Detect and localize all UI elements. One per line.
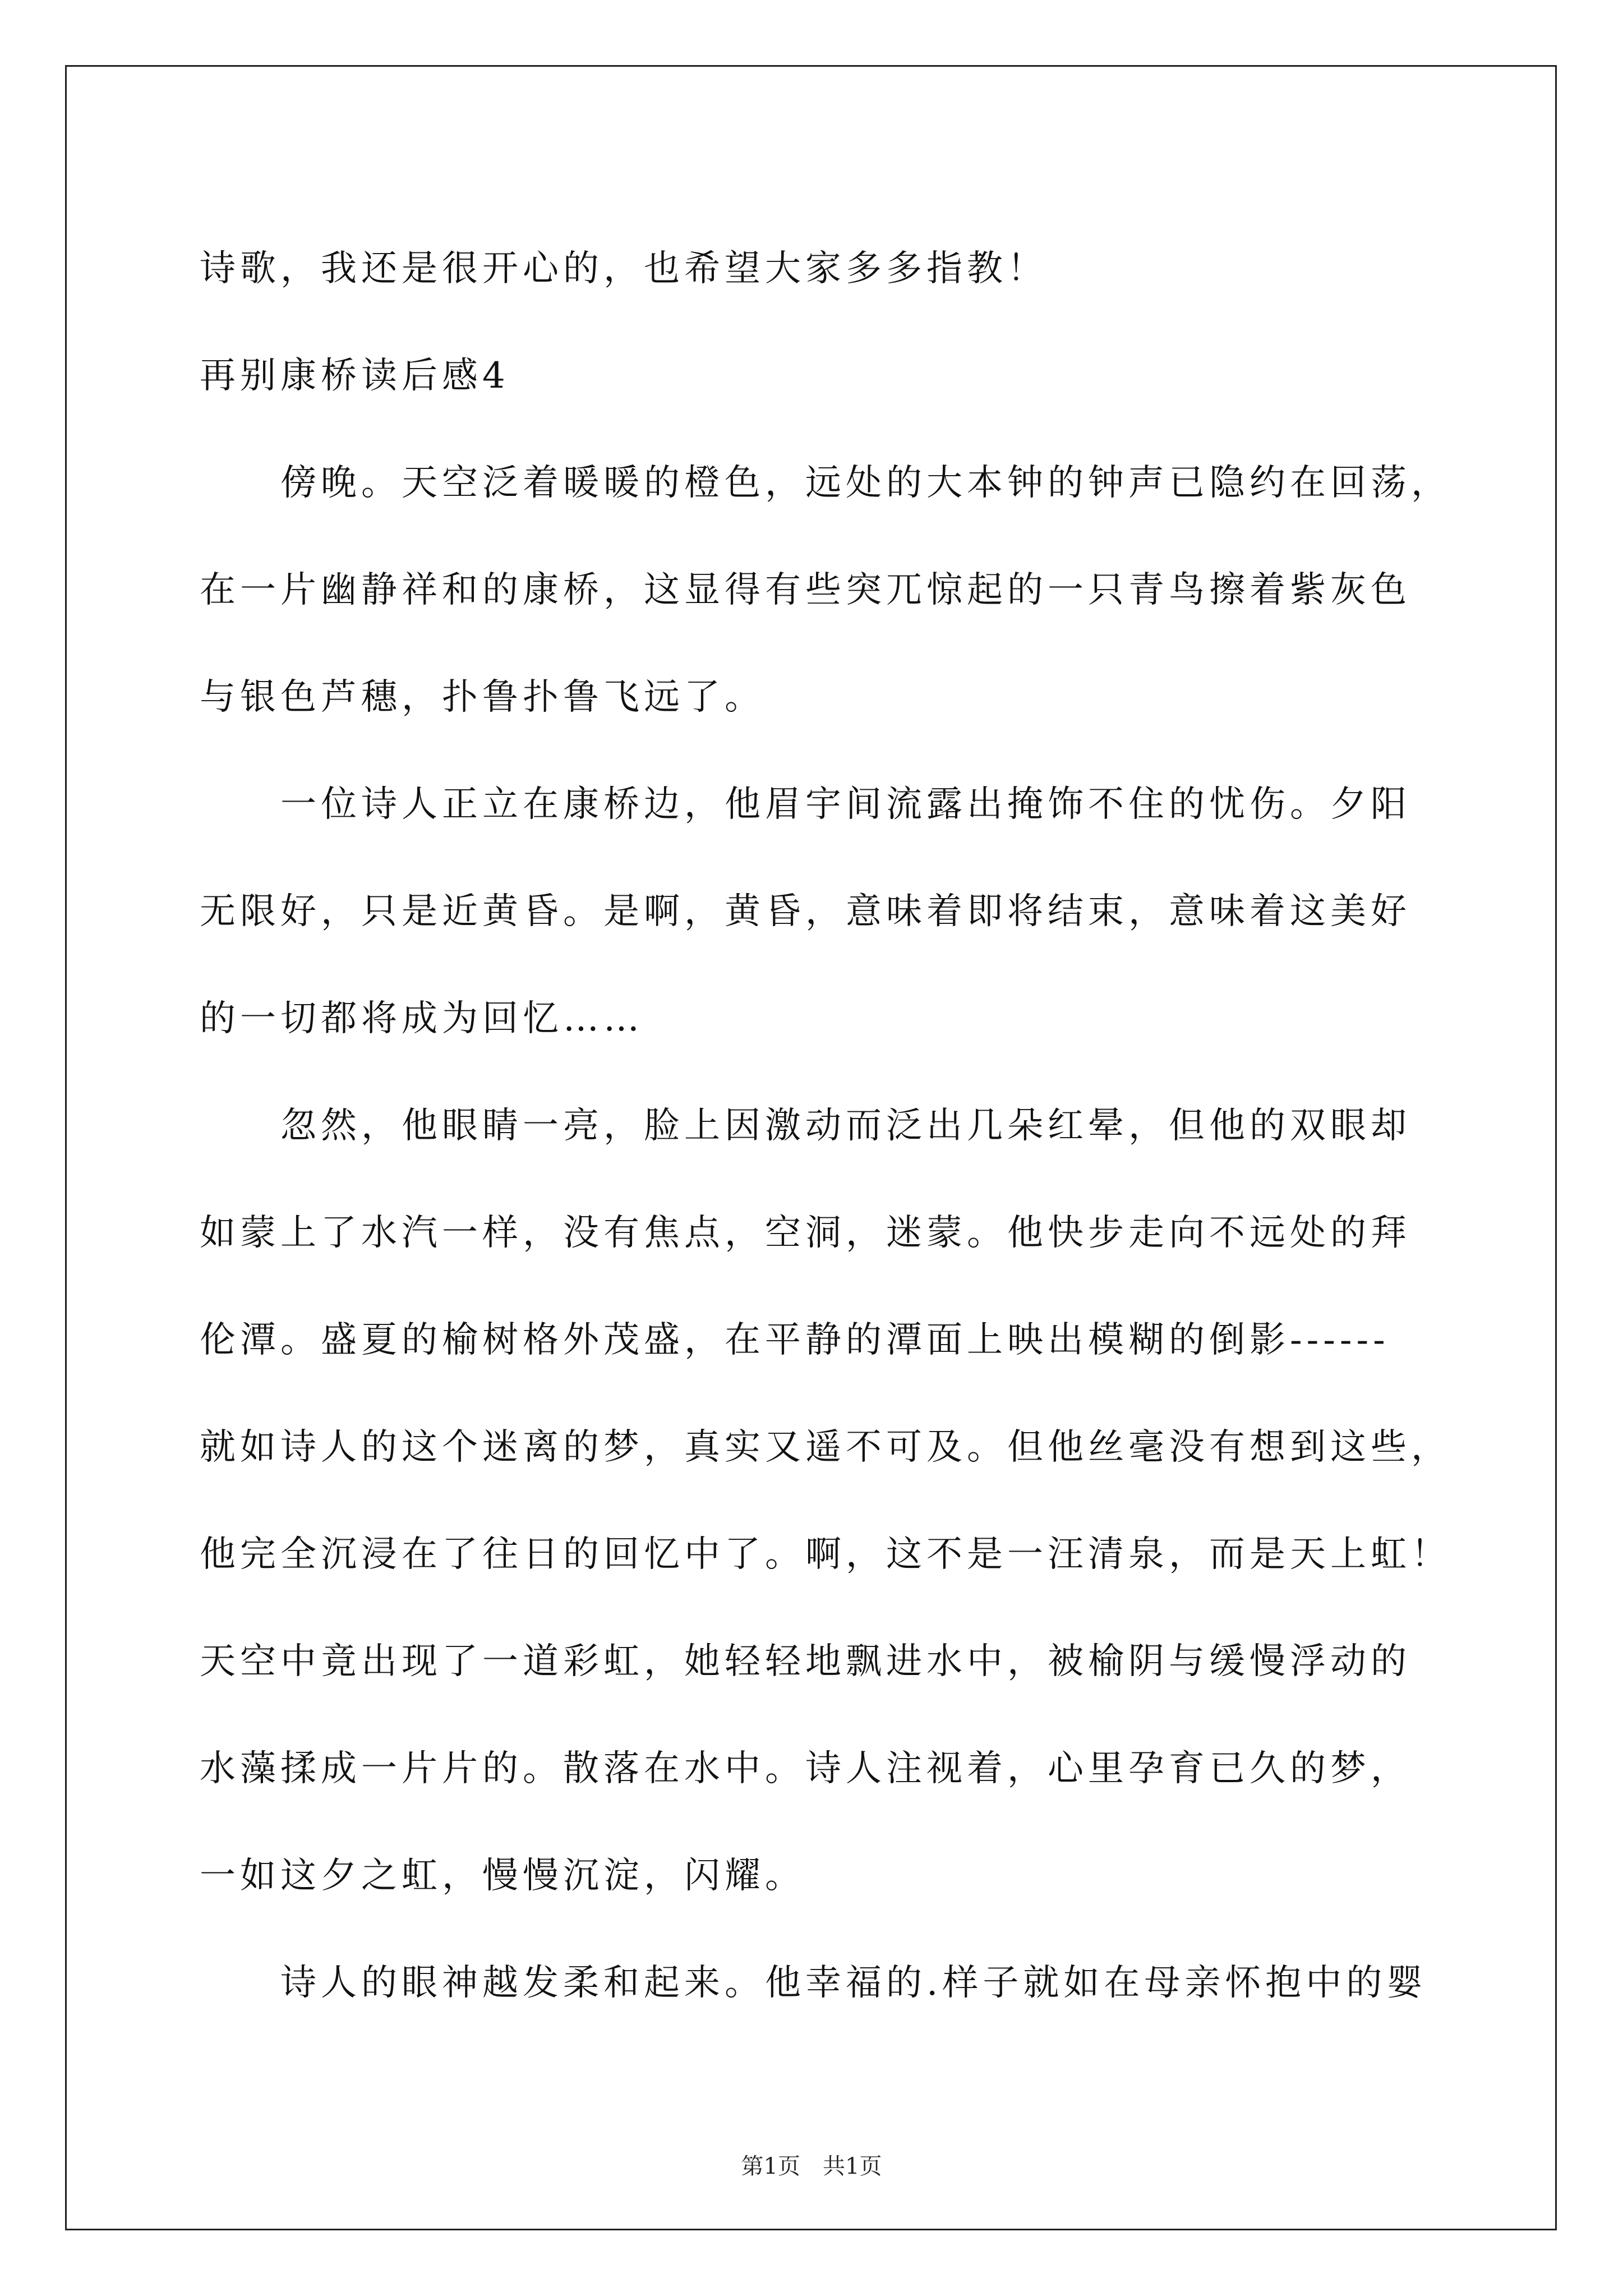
page-footer: 第1页 共1页 xyxy=(741,2154,882,2179)
text-line: 忽然，他眼睛一亮，脸上因激动而泛出几朵红晕，但他的双眼却 xyxy=(200,1105,1411,1147)
text-line: 与银色芦穗，扑鲁扑鲁飞远了。 xyxy=(200,677,765,718)
text-line: 一如这夕之虹，慢慢沉淀，闪耀。 xyxy=(200,1855,805,1897)
section-heading: 再别康桥读后感4 xyxy=(200,355,510,397)
text-line: 天空中竟出现了一道彩虹，她轻轻地飘进水中，被榆阴与缓慢浮动的 xyxy=(200,1641,1411,1682)
text-line: 他完全沉浸在了往日的回忆中了。啊，这不是一汪清泉，而是天上虹！ xyxy=(200,1534,1451,1575)
text-line: 无限好，只是近黄昏。是啊，黄昏，意味着即将结束，意味着这美好 xyxy=(200,891,1411,932)
text-line: 的一切都将成为回忆…… xyxy=(200,998,644,1039)
text-line: 就如诗人的这个迷离的梦，真实又遥不可及。但他丝毫没有想到这些， xyxy=(200,1427,1451,1468)
text-line: 诗人的眼神越发柔和起来。他幸福的.样子就如在母亲怀抱中的婴 xyxy=(200,1962,1427,2004)
text-line: 如蒙上了水汽一样，没有焦点，空洞，迷蒙。他快步走向不远处的拜 xyxy=(200,1212,1411,1254)
text-line: 伦潭。盛夏的榆树格外茂盛，在平静的潭面上映出模糊的倒影------ xyxy=(200,1319,1390,1361)
text-line: 一位诗人正立在康桥边，他眉宇间流露出掩饰不住的忧伤。夕阳 xyxy=(200,784,1411,825)
text-line: 诗歌，我还是很开心的，也希望大家多多指教！ xyxy=(200,248,1048,289)
text-line: 在一片幽静祥和的康桥，这显得有些突兀惊起的一只青鸟擦着紫灰色 xyxy=(200,569,1411,611)
document-body xyxy=(200,215,1451,2037)
text-line: 水藻揉成一片片的。散落在水中。诗人注视着，心里孕育已久的梦， xyxy=(200,1748,1411,1789)
text-line: 傍晚。天空泛着暖暖的橙色，远处的大本钟的钟声已隐约在回荡， xyxy=(200,462,1451,504)
